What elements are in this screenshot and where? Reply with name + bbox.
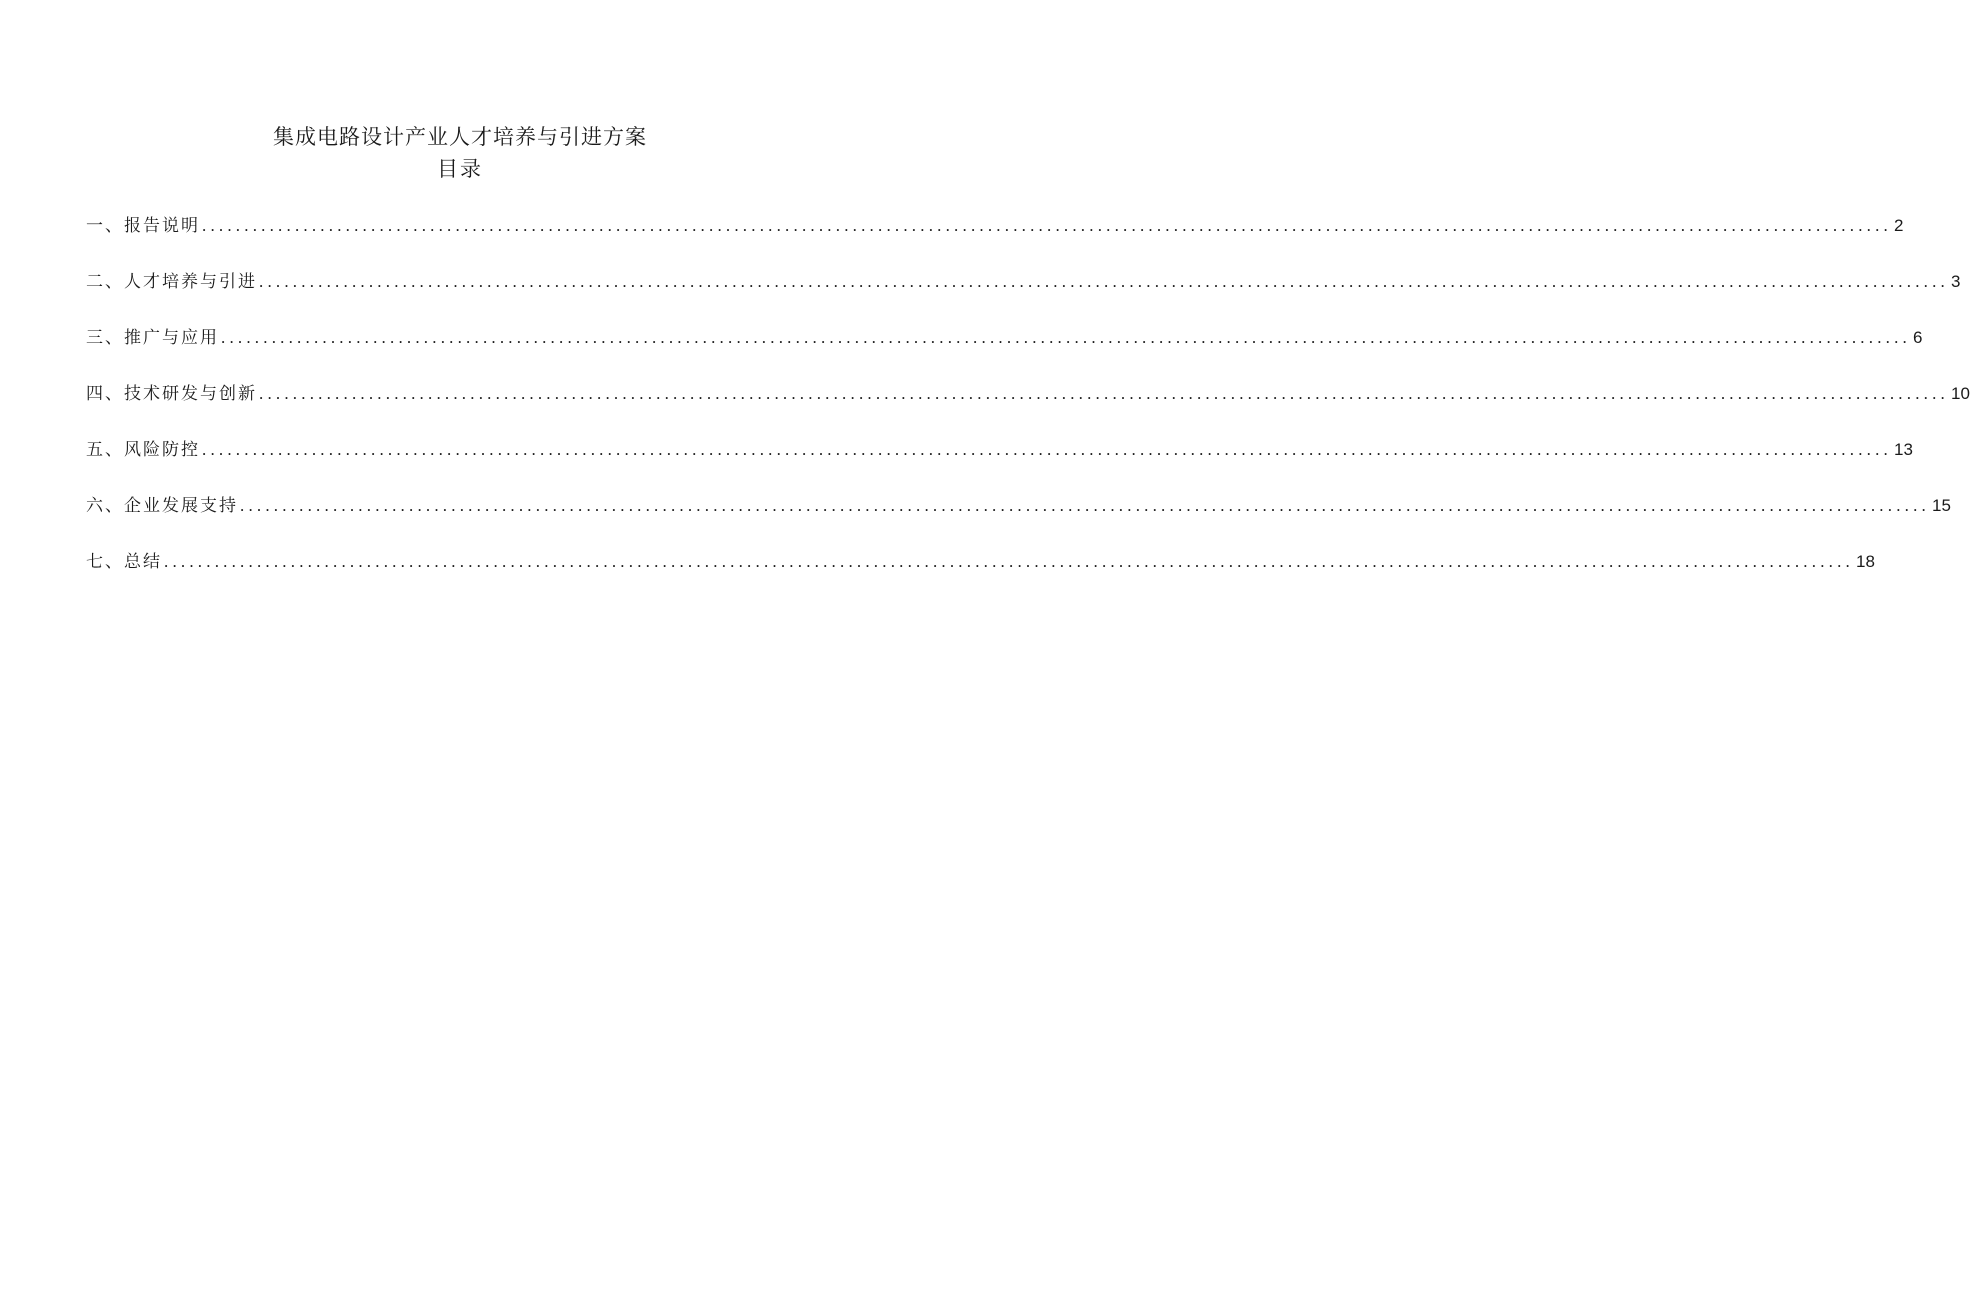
toc-entry-page: 6	[1913, 328, 1923, 347]
toc-entry[interactable]	[86, 490, 1951, 546]
table-of-contents	[86, 210, 1970, 602]
toc-entry[interactable]	[86, 434, 1913, 490]
toc-entry[interactable]	[86, 266, 1961, 322]
toc-entry-page: 3	[1951, 272, 1961, 291]
toc-entry-label: 五、风险防控	[86, 440, 200, 460]
toc-dot-leader: ........................................................................................................................................................................................................	[259, 384, 1949, 403]
toc-entry-page: 10	[1951, 384, 1970, 403]
toc-dot-leader: ........................................................................................................................................................................................................	[221, 328, 1911, 347]
toc-entry-page: 15	[1932, 496, 1951, 515]
toc-dot-leader: ........................................................................................................................................................................................................	[240, 496, 1930, 515]
toc-dot-leader: ........................................................................................................................................................................................................	[202, 216, 1892, 235]
toc-entry-label: 一、报告说明	[86, 216, 200, 236]
toc-dot-leader: ........................................................................................................................................................................................................	[259, 272, 1949, 291]
toc-entry-label: 二、人才培养与引进	[86, 272, 257, 292]
document-title: 集成电路设计产业人才培养与引进方案	[273, 125, 647, 149]
toc-heading: 目录	[437, 157, 483, 181]
toc-entry-page: 13	[1894, 440, 1913, 459]
toc-entry-page: 2	[1894, 216, 1904, 235]
toc-entry-label: 六、企业发展支持	[86, 496, 238, 516]
toc-entry[interactable]	[86, 210, 1904, 266]
toc-dot-leader: ........................................................................................................................................................................................................	[164, 552, 1854, 571]
toc-entry-label: 四、技术研发与创新	[86, 384, 257, 404]
toc-entry[interactable]	[86, 378, 1970, 434]
toc-entry-label: 三、推广与应用	[86, 328, 219, 348]
toc-entry[interactable]	[86, 546, 1875, 602]
toc-dot-leader: ........................................................................................................................................................................................................	[202, 440, 1892, 459]
toc-entry[interactable]	[86, 322, 1923, 378]
toc-entry-page: 18	[1856, 552, 1875, 571]
toc-entry-label: 七、总结	[86, 552, 162, 572]
